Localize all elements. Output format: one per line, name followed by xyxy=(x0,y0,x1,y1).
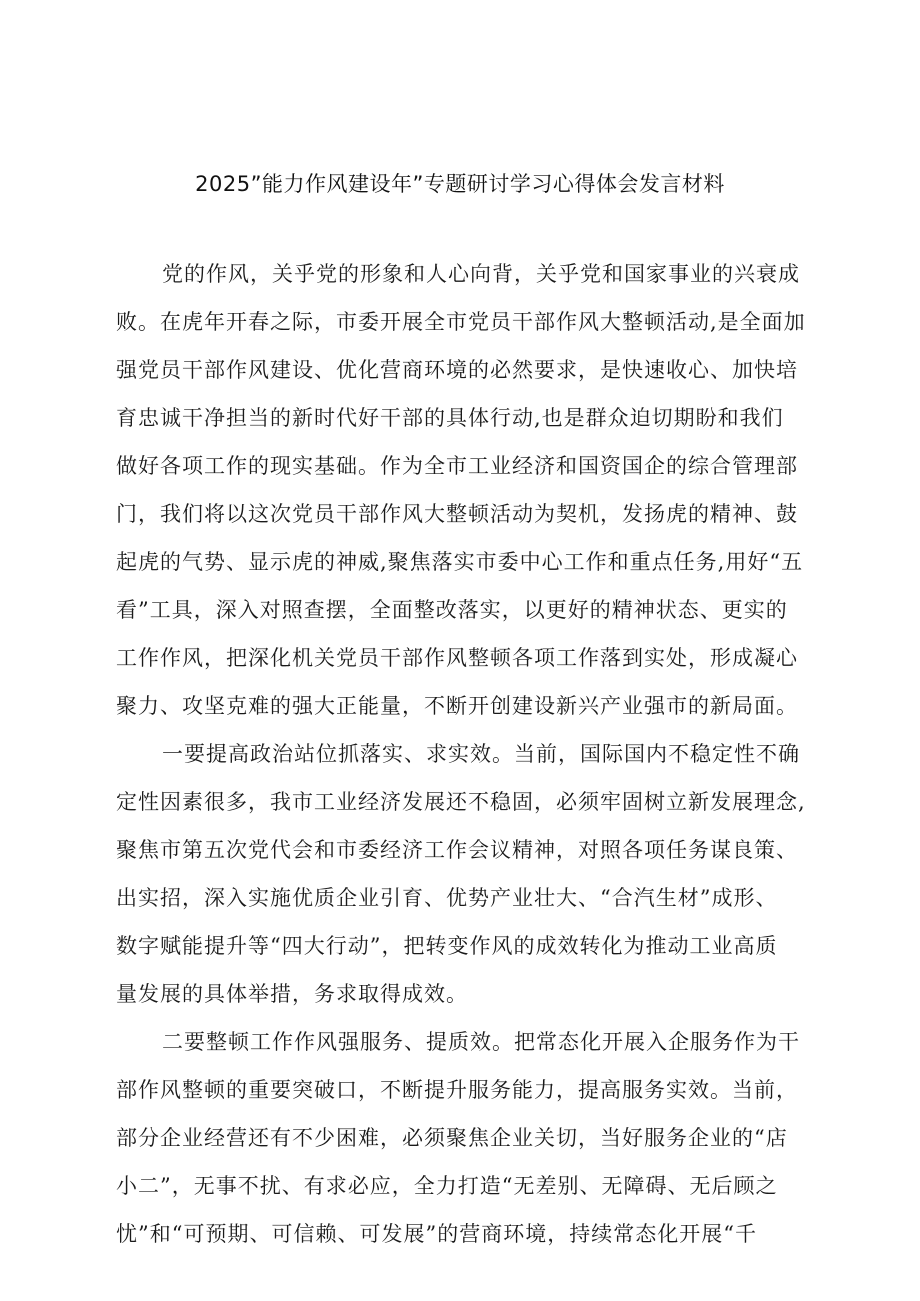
paragraph-line: 起虎的气势、显示虎的神威,聚焦落实市委中心工作和重点任务,用好“五 xyxy=(116,550,804,574)
paragraph-line: 败。在虎年开春之际，市委开展全市党员干部作风大整顿活动,是全面加 xyxy=(116,310,806,334)
paragraph-line: 强党员干部作风建设、优化营商环境的必然要求，是快速收心、加快培 xyxy=(116,358,798,382)
paragraph-line: 聚力、攻坚克难的强大正能量，不断开创建设新兴产业强市的新局面。 xyxy=(116,694,798,718)
paragraph-line: 一要提高政治站位抓落实、求实效。当前，国际国内不稳定性不确 xyxy=(162,742,800,766)
paragraph-line: 定性因素很多，我市工业经济发展还不稳固，必须牢固树立新发展理念, xyxy=(116,790,806,814)
paragraph-line: 做好各项工作的现实基础。作为全市工业经济和国资国企的综合管理部 xyxy=(116,454,798,478)
paragraph-line: 小二”，无事不扰、有求必应，全力打造“无差别、无障碍、无后顾之 xyxy=(116,1174,778,1198)
paragraph-line: 出实招，深入实施优质企业引育、优势产业壮大、“合汽生材”成形、 xyxy=(116,886,778,910)
paragraph-line: 党的作风，关乎党的形象和人心向背，关乎党和国家事业的兴衰成 xyxy=(162,262,800,286)
paragraph-line: 量发展的具体举措，务求取得成效。 xyxy=(116,982,468,1006)
paragraph-line: 部作风整顿的重要突破口，不断提升服务能力，提高服务实效。当前， xyxy=(116,1078,798,1102)
document-body xyxy=(116,250,820,1258)
document-title: 2025”能力作风建设年”专题研讨学习心得体会发言材料 xyxy=(195,172,725,196)
paragraph-line: 聚焦市第五次党代会和市委经济工作会议精神，对照各项任务谋良策、 xyxy=(116,838,798,862)
paragraph-line: 工作作风，把深化机关党员干部作风整顿各项工作落到实处，形成凝心 xyxy=(116,646,798,670)
paragraph-line: 育忠诚干净担当的新时代好干部的具体行动,也是群众迫切期盼和我们 xyxy=(116,406,784,430)
paragraph-line: 二要整顿工作作风强服务、提质效。把常态化开展入企服务作为干 xyxy=(162,1030,800,1054)
paragraph-line: 看”工具，深入对照查摆，全面整改落实，以更好的精神状态、更实的 xyxy=(116,598,788,622)
paragraph-line: 忧”和“可预期、可信赖、可发展”的营商环境，持续常态化开展“千 xyxy=(116,1222,757,1246)
paragraph-line: 部分企业经营还有不少困难，必须聚焦企业关切，当好服务企业的“店 xyxy=(116,1126,788,1150)
paragraph-line: 门，我们将以这次党员干部作风大整顿活动为契机，发扬虎的精神、鼓 xyxy=(116,502,798,526)
paragraph-line: 数字赋能提升等“四大行动”，把转变作风的成效转化为推动工业高质 xyxy=(116,934,778,958)
